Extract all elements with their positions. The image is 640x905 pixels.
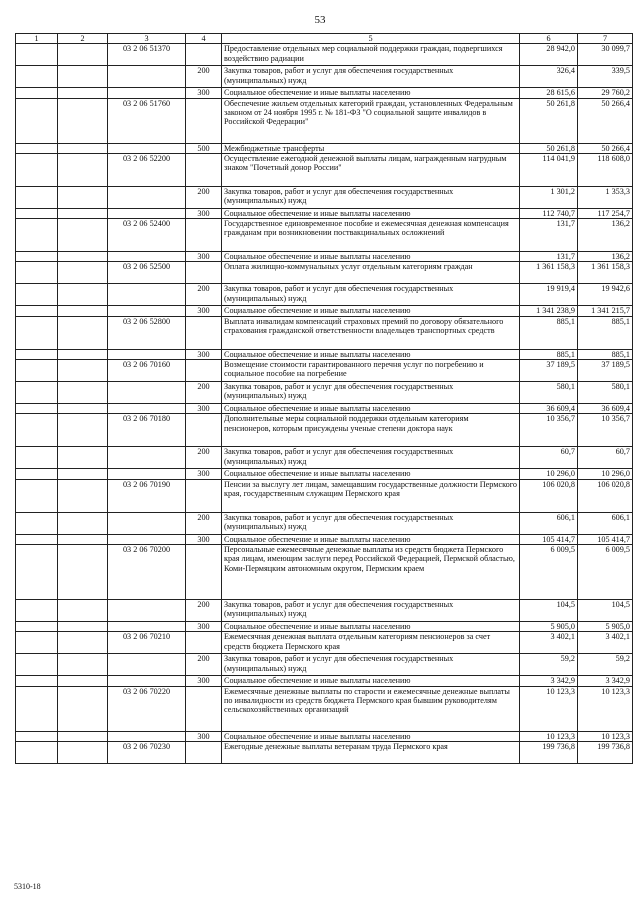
item-name: Государственное единовременное пособие и ежемесячная денежная компенсация гражданам при возникновении поствакцинальных осложнений xyxy=(222,219,520,252)
amount-year-2: 50 266,4 xyxy=(578,98,633,143)
empty-cell xyxy=(58,632,108,654)
table-row xyxy=(16,731,633,741)
item-name: Социальное обеспечение и иные выплаты населению xyxy=(222,676,520,686)
item-name: Социальное обеспечение и иные выплаты населению xyxy=(222,404,520,414)
amount-year-1: 59,2 xyxy=(520,654,578,676)
empty-cell xyxy=(16,479,58,512)
target-article-code xyxy=(108,66,186,88)
amount-year-1: 28 615,6 xyxy=(520,88,578,98)
expense-type-code: 300 xyxy=(186,208,222,218)
table-row xyxy=(16,284,633,306)
empty-cell xyxy=(16,632,58,654)
expense-type-code: 300 xyxy=(186,252,222,262)
empty-cell xyxy=(16,741,58,763)
empty-cell xyxy=(58,414,108,447)
amount-year-1: 5 905,0 xyxy=(520,621,578,631)
empty-cell xyxy=(16,66,58,88)
empty-cell xyxy=(58,686,108,731)
amount-year-1: 60,7 xyxy=(520,447,578,469)
amount-year-1: 19 919,4 xyxy=(520,284,578,306)
expense-type-code xyxy=(186,44,222,66)
table-row xyxy=(16,349,633,359)
empty-cell xyxy=(58,447,108,469)
empty-cell xyxy=(58,741,108,763)
expense-type-code xyxy=(186,219,222,252)
expense-type-code xyxy=(186,316,222,349)
amount-year-2: 118 608,0 xyxy=(578,153,633,186)
item-name: Межбюджетные трансферты xyxy=(222,143,520,153)
amount-year-2: 104,5 xyxy=(578,599,633,621)
amount-year-1: 10 356,7 xyxy=(520,414,578,447)
column-header: 3 xyxy=(108,34,186,44)
column-header: 7 xyxy=(578,34,633,44)
target-article-code xyxy=(108,208,186,218)
empty-cell xyxy=(16,88,58,98)
empty-cell xyxy=(58,349,108,359)
amount-year-2: 59,2 xyxy=(578,654,633,676)
table-row xyxy=(16,66,633,88)
target-article-code: 03 2 06 51370 xyxy=(108,44,186,66)
item-name: Оплата жилищно-коммунальных услуг отдельным категориям граждан xyxy=(222,262,520,284)
empty-cell xyxy=(16,731,58,741)
item-name: Ежегодные денежные выплаты ветеранам труда Пермского края xyxy=(222,741,520,763)
table-row xyxy=(16,544,633,599)
target-article-code xyxy=(108,349,186,359)
amount-year-1: 1 361 158,3 xyxy=(520,262,578,284)
empty-cell xyxy=(16,284,58,306)
empty-cell xyxy=(58,306,108,316)
amount-year-1: 199 736,8 xyxy=(520,741,578,763)
expense-type-code xyxy=(186,544,222,599)
target-article-code xyxy=(108,676,186,686)
amount-year-2: 606,1 xyxy=(578,512,633,534)
amount-year-2: 10 123,3 xyxy=(578,686,633,731)
item-name: Социальное обеспечение и иные выплаты населению xyxy=(222,306,520,316)
empty-cell xyxy=(58,219,108,252)
empty-cell xyxy=(58,143,108,153)
table-row xyxy=(16,632,633,654)
empty-cell xyxy=(16,414,58,447)
amount-year-1: 10 296,0 xyxy=(520,469,578,479)
expense-type-code xyxy=(186,262,222,284)
target-article-code: 03 2 06 52400 xyxy=(108,219,186,252)
empty-cell xyxy=(16,686,58,731)
table-row xyxy=(16,153,633,186)
empty-cell xyxy=(58,512,108,534)
target-article-code: 03 2 06 70180 xyxy=(108,414,186,447)
expense-type-code: 200 xyxy=(186,599,222,621)
table-row xyxy=(16,219,633,252)
amount-year-1: 606,1 xyxy=(520,512,578,534)
table-row xyxy=(16,143,633,153)
target-article-code xyxy=(108,382,186,404)
table-row xyxy=(16,414,633,447)
budget-table xyxy=(15,33,633,764)
empty-cell xyxy=(16,654,58,676)
amount-year-1: 885,1 xyxy=(520,316,578,349)
empty-cell xyxy=(58,479,108,512)
amount-year-1: 37 189,5 xyxy=(520,360,578,382)
empty-cell xyxy=(16,360,58,382)
table-row xyxy=(16,360,633,382)
item-name: Дополнительные меры социальной поддержки отдельным категориям пенсионеров, которым присуждены ученые степени доктора наук xyxy=(222,414,520,447)
table-row xyxy=(16,534,633,544)
item-name: Социальное обеспечение и иные выплаты населению xyxy=(222,208,520,218)
target-article-code xyxy=(108,599,186,621)
footer-code: 5310-18 xyxy=(14,882,41,891)
expense-type-code: 300 xyxy=(186,676,222,686)
amount-year-2: 29 760,2 xyxy=(578,88,633,98)
target-article-code: 03 2 06 52500 xyxy=(108,262,186,284)
table-row xyxy=(16,741,633,763)
item-name: Социальное обеспечение и иные выплаты населению xyxy=(222,88,520,98)
empty-cell xyxy=(58,599,108,621)
empty-cell xyxy=(16,208,58,218)
item-name: Закупка товаров, работ и услуг для обеспечения государственных (муниципальных) нужд xyxy=(222,599,520,621)
amount-year-2: 3 402,1 xyxy=(578,632,633,654)
table-row xyxy=(16,512,633,534)
expense-type-code xyxy=(186,632,222,654)
target-article-code xyxy=(108,252,186,262)
expense-type-code: 300 xyxy=(186,404,222,414)
item-name: Возмещение стоимости гарантированного перечня услуг по погребению и социальное пособие на погребение xyxy=(222,360,520,382)
amount-year-1: 6 009,5 xyxy=(520,544,578,599)
target-article-code: 03 2 06 51760 xyxy=(108,98,186,143)
column-header: 2 xyxy=(58,34,108,44)
expense-type-code: 300 xyxy=(186,534,222,544)
empty-cell xyxy=(16,534,58,544)
table-row xyxy=(16,621,633,631)
table-row xyxy=(16,599,633,621)
amount-year-2: 10 356,7 xyxy=(578,414,633,447)
table-row xyxy=(16,316,633,349)
empty-cell xyxy=(58,66,108,88)
amount-year-1: 326,4 xyxy=(520,66,578,88)
expense-type-code: 200 xyxy=(186,186,222,208)
empty-cell xyxy=(16,316,58,349)
empty-cell xyxy=(58,621,108,631)
target-article-code: 03 2 06 70210 xyxy=(108,632,186,654)
target-article-code: 03 2 06 52800 xyxy=(108,316,186,349)
amount-year-1: 3 402,1 xyxy=(520,632,578,654)
table-row xyxy=(16,306,633,316)
target-article-code: 03 2 06 70160 xyxy=(108,360,186,382)
expense-type-code xyxy=(186,741,222,763)
amount-year-1: 105 414,7 xyxy=(520,534,578,544)
target-article-code: 03 2 06 70190 xyxy=(108,479,186,512)
empty-cell xyxy=(58,186,108,208)
expense-type-code: 200 xyxy=(186,66,222,88)
table-row xyxy=(16,469,633,479)
amount-year-1: 50 261,8 xyxy=(520,143,578,153)
empty-cell xyxy=(16,404,58,414)
column-header: 1 xyxy=(16,34,58,44)
item-name: Закупка товаров, работ и услуг для обеспечения государственных (муниципальных) нужд xyxy=(222,186,520,208)
target-article-code: 03 2 06 70220 xyxy=(108,686,186,731)
empty-cell xyxy=(58,98,108,143)
item-name: Пенсии за выслугу лет лицам, замещавшим государственные должности Пермского края, государственным служащим Пермского края xyxy=(222,479,520,512)
table-row xyxy=(16,186,633,208)
target-article-code xyxy=(108,404,186,414)
amount-year-1: 131,7 xyxy=(520,219,578,252)
item-name: Социальное обеспечение и иные выплаты населению xyxy=(222,469,520,479)
target-article-code xyxy=(108,621,186,631)
amount-year-1: 131,7 xyxy=(520,252,578,262)
target-article-code xyxy=(108,143,186,153)
table-row xyxy=(16,404,633,414)
target-article-code: 03 2 06 52200 xyxy=(108,153,186,186)
amount-year-2: 1 341 215,7 xyxy=(578,306,633,316)
empty-cell xyxy=(58,382,108,404)
item-name: Ежемесячная денежная выплата отдельным категориям пенсионеров за счет средств бюджета Пермского края xyxy=(222,632,520,654)
expense-type-code: 300 xyxy=(186,469,222,479)
table-row xyxy=(16,479,633,512)
item-name: Предоставление отдельных мер социальной поддержки граждан, подвергшихся воздействию радиации xyxy=(222,44,520,66)
empty-cell xyxy=(58,404,108,414)
empty-cell xyxy=(16,382,58,404)
amount-year-1: 50 261,8 xyxy=(520,98,578,143)
table-row xyxy=(16,676,633,686)
empty-cell xyxy=(16,262,58,284)
expense-type-code: 300 xyxy=(186,731,222,741)
amount-year-1: 1 301,2 xyxy=(520,186,578,208)
empty-cell xyxy=(58,360,108,382)
table-row xyxy=(16,262,633,284)
empty-cell xyxy=(16,186,58,208)
target-article-code xyxy=(108,731,186,741)
table-row xyxy=(16,88,633,98)
column-header: 5 xyxy=(222,34,520,44)
amount-year-1: 3 342,9 xyxy=(520,676,578,686)
target-article-code xyxy=(108,654,186,676)
item-name: Закупка товаров, работ и услуг для обеспечения государственных (муниципальных) нужд xyxy=(222,66,520,88)
empty-cell xyxy=(16,98,58,143)
table-row xyxy=(16,447,633,469)
item-name: Персональные ежемесячные денежные выплаты из средств бюджета Пермского края лицам, имеющим заслуги перед Российской Федерацией, Пермской областью, Коми-Пермяцким автономным округом, Пермским краем xyxy=(222,544,520,599)
expense-type-code: 200 xyxy=(186,284,222,306)
amount-year-2: 10 123,3 xyxy=(578,731,633,741)
target-article-code xyxy=(108,447,186,469)
item-name: Выплата инвалидам компенсаций страховых премий по договору обязательного страхования гражданской ответственности владельцев транспортных средств xyxy=(222,316,520,349)
item-name: Социальное обеспечение и иные выплаты населению xyxy=(222,349,520,359)
target-article-code xyxy=(108,512,186,534)
amount-year-1: 580,1 xyxy=(520,382,578,404)
expense-type-code: 500 xyxy=(186,143,222,153)
amount-year-2: 36 609,4 xyxy=(578,404,633,414)
amount-year-2: 3 342,9 xyxy=(578,676,633,686)
item-name: Закупка товаров, работ и услуг для обеспечения государственных (муниципальных) нужд xyxy=(222,284,520,306)
empty-cell xyxy=(16,153,58,186)
column-number-row xyxy=(16,34,633,44)
amount-year-2: 1 361 158,3 xyxy=(578,262,633,284)
amount-year-2: 1 353,3 xyxy=(578,186,633,208)
expense-type-code: 300 xyxy=(186,621,222,631)
amount-year-2: 6 009,5 xyxy=(578,544,633,599)
expense-type-code: 200 xyxy=(186,382,222,404)
expense-type-code: 200 xyxy=(186,654,222,676)
table-row xyxy=(16,44,633,66)
empty-cell xyxy=(16,599,58,621)
amount-year-1: 10 123,3 xyxy=(520,686,578,731)
empty-cell xyxy=(58,654,108,676)
table-body xyxy=(16,44,633,764)
amount-year-1: 10 123,3 xyxy=(520,731,578,741)
amount-year-2: 5 905,0 xyxy=(578,621,633,631)
target-article-code xyxy=(108,306,186,316)
expense-type-code: 300 xyxy=(186,88,222,98)
amount-year-1: 112 740,7 xyxy=(520,208,578,218)
expense-type-code: 300 xyxy=(186,306,222,316)
empty-cell xyxy=(16,621,58,631)
item-name: Закупка товаров, работ и услуг для обеспечения государственных (муниципальных) нужд xyxy=(222,654,520,676)
empty-cell xyxy=(16,143,58,153)
item-name: Закупка товаров, работ и услуг для обеспечения государственных (муниципальных) нужд xyxy=(222,382,520,404)
amount-year-2: 37 189,5 xyxy=(578,360,633,382)
amount-year-1: 106 020,8 xyxy=(520,479,578,512)
amount-year-2: 60,7 xyxy=(578,447,633,469)
expense-type-code xyxy=(186,98,222,143)
item-name: Социальное обеспечение и иные выплаты населению xyxy=(222,534,520,544)
expense-type-code xyxy=(186,686,222,731)
amount-year-2: 30 099,7 xyxy=(578,44,633,66)
amount-year-2: 106 020,8 xyxy=(578,479,633,512)
item-name: Социальное обеспечение и иные выплаты населению xyxy=(222,731,520,741)
amount-year-1: 28 942,0 xyxy=(520,44,578,66)
empty-cell xyxy=(58,252,108,262)
target-article-code xyxy=(108,534,186,544)
empty-cell xyxy=(16,306,58,316)
column-header: 4 xyxy=(186,34,222,44)
empty-cell xyxy=(16,512,58,534)
target-article-code xyxy=(108,284,186,306)
item-name: Обеспечение жильем отдельных категорий граждан, установленных Федеральным законом от 24 ноября 1995 г. № 181-ФЗ "О социальной защите инвалидов в Российской Федерации" xyxy=(222,98,520,143)
amount-year-2: 117 254,7 xyxy=(578,208,633,218)
empty-cell xyxy=(58,153,108,186)
amount-year-2: 199 736,8 xyxy=(578,741,633,763)
target-article-code xyxy=(108,186,186,208)
empty-cell xyxy=(16,676,58,686)
amount-year-1: 114 041,9 xyxy=(520,153,578,186)
amount-year-2: 136,2 xyxy=(578,252,633,262)
column-header: 6 xyxy=(520,34,578,44)
expense-type-code xyxy=(186,153,222,186)
empty-cell xyxy=(58,88,108,98)
item-name: Закупка товаров, работ и услуг для обеспечения государственных (муниципальных) нужд xyxy=(222,447,520,469)
empty-cell xyxy=(16,544,58,599)
expense-type-code xyxy=(186,479,222,512)
expense-type-code: 200 xyxy=(186,447,222,469)
target-article-code: 03 2 06 70230 xyxy=(108,741,186,763)
expense-type-code xyxy=(186,414,222,447)
target-article-code: 03 2 06 70200 xyxy=(108,544,186,599)
table-row xyxy=(16,208,633,218)
expense-type-code: 300 xyxy=(186,349,222,359)
empty-cell xyxy=(58,469,108,479)
empty-cell xyxy=(58,316,108,349)
amount-year-2: 885,1 xyxy=(578,316,633,349)
target-article-code xyxy=(108,469,186,479)
empty-cell xyxy=(58,534,108,544)
target-article-code xyxy=(108,88,186,98)
empty-cell xyxy=(16,252,58,262)
table-row xyxy=(16,686,633,731)
empty-cell xyxy=(58,208,108,218)
empty-cell xyxy=(58,284,108,306)
amount-year-2: 105 414,7 xyxy=(578,534,633,544)
table-row xyxy=(16,382,633,404)
empty-cell xyxy=(58,676,108,686)
empty-cell xyxy=(58,262,108,284)
expense-type-code xyxy=(186,360,222,382)
amount-year-1: 1 341 238,9 xyxy=(520,306,578,316)
amount-year-1: 104,5 xyxy=(520,599,578,621)
empty-cell xyxy=(16,44,58,66)
item-name: Социальное обеспечение и иные выплаты населению xyxy=(222,252,520,262)
amount-year-2: 50 266,4 xyxy=(578,143,633,153)
expense-type-code: 200 xyxy=(186,512,222,534)
table-row xyxy=(16,252,633,262)
amount-year-1: 36 609,4 xyxy=(520,404,578,414)
amount-year-2: 10 296,0 xyxy=(578,469,633,479)
amount-year-2: 580,1 xyxy=(578,382,633,404)
item-name: Осуществление ежегодной денежной выплаты лицам, награжденным нагрудным знаком "Почетный донор России" xyxy=(222,153,520,186)
empty-cell xyxy=(16,447,58,469)
empty-cell xyxy=(58,44,108,66)
amount-year-2: 885,1 xyxy=(578,349,633,359)
amount-year-2: 339,5 xyxy=(578,66,633,88)
table-row xyxy=(16,98,633,143)
item-name: Закупка товаров, работ и услуг для обеспечения государственных (муниципальных) нужд xyxy=(222,512,520,534)
amount-year-2: 19 942,6 xyxy=(578,284,633,306)
amount-year-1: 885,1 xyxy=(520,349,578,359)
table-row xyxy=(16,654,633,676)
item-name: Социальное обеспечение и иные выплаты населению xyxy=(222,621,520,631)
empty-cell xyxy=(58,544,108,599)
item-name: Ежемесячные денежные выплаты по старости и ежемесячные денежные выплаты по инвалидности из средств бюджета Пермского края бывшим руководителям сельскохозяйственных организаций xyxy=(222,686,520,731)
empty-cell xyxy=(16,219,58,252)
empty-cell xyxy=(58,731,108,741)
page-number: 53 xyxy=(314,14,326,26)
empty-cell xyxy=(16,469,58,479)
amount-year-2: 136,2 xyxy=(578,219,633,252)
empty-cell xyxy=(16,349,58,359)
